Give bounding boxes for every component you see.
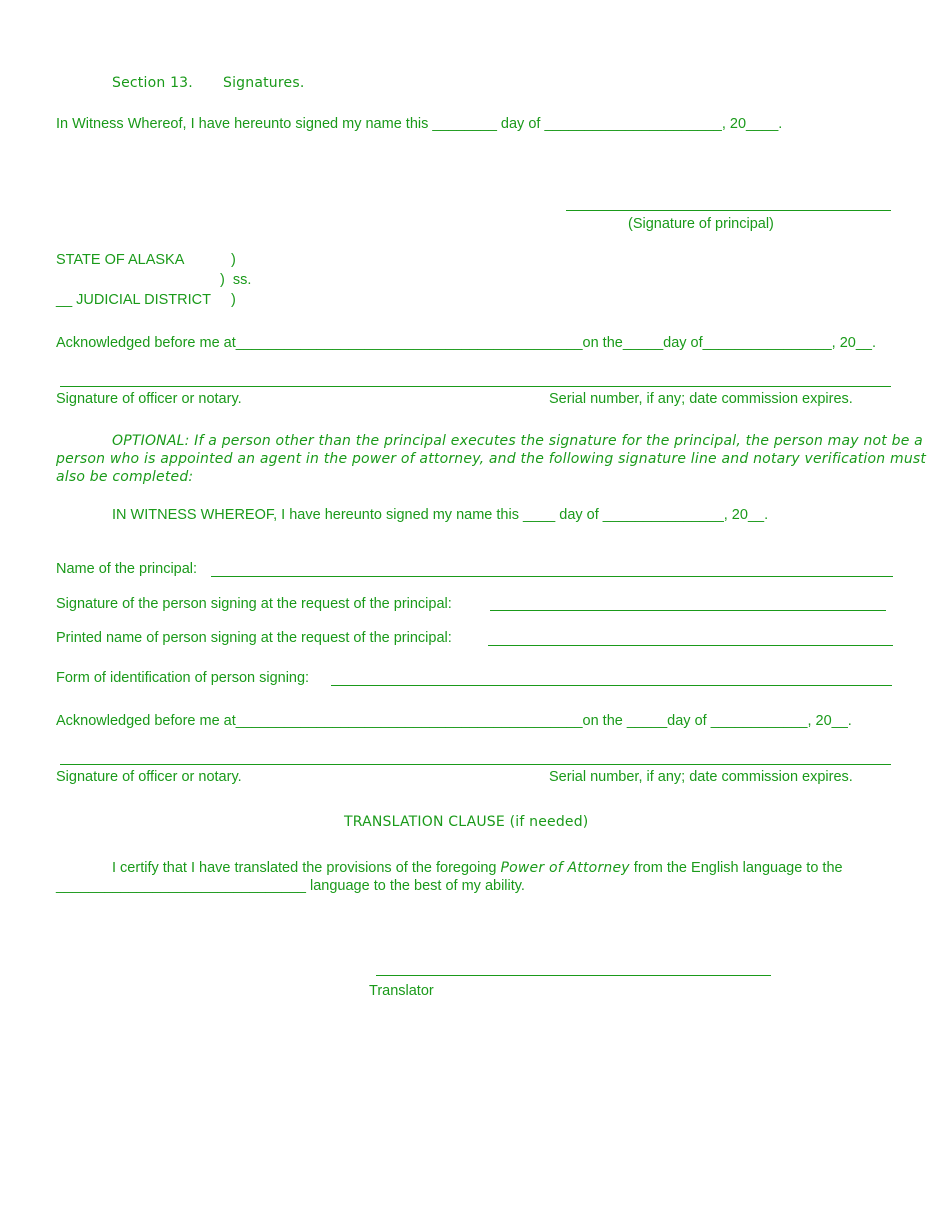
officer-signature-line-1[interactable] bbox=[60, 386, 891, 387]
translation-document-name: Power of Attorney bbox=[500, 860, 630, 876]
serial-number-label-2: Serial number, if any; date commission expires. bbox=[549, 769, 853, 785]
venue-district: __ JUDICIAL DISTRICT bbox=[56, 292, 211, 308]
optional-line-1: OPTIONAL: If a person other than the principal executes the signature for the principal, the person may not be a bbox=[112, 433, 923, 449]
translation-line-1-post: from the English language to the bbox=[629, 860, 843, 876]
translation-line-2: _______________________________ language to the best of my ability. bbox=[56, 878, 525, 894]
signer-printed-name-line[interactable] bbox=[488, 645, 893, 646]
translation-heading: TRANSLATION CLAUSE (if needed) bbox=[344, 814, 589, 830]
translation-line-1-pre: I certify that I have translated the provisions of the foregoing bbox=[112, 860, 501, 876]
signer-signature-line[interactable] bbox=[490, 610, 886, 611]
optional-line-2: person who is appointed an agent in the power of attorney, and the following signature line and notary verification must bbox=[56, 451, 927, 467]
signer-id-line[interactable] bbox=[331, 685, 892, 686]
serial-number-label-1: Serial number, if any; date commission expires. bbox=[549, 391, 853, 407]
venue-bracket-1: ) bbox=[231, 252, 236, 268]
principal-name-line[interactable] bbox=[211, 576, 893, 577]
witness-statement: In Witness Whereof, I have hereunto signed my name this ________ day of ______________________, 20____. bbox=[56, 116, 783, 132]
optional-line-3: also be completed: bbox=[56, 469, 194, 485]
officer-signature-label-2: Signature of officer or notary. bbox=[56, 769, 242, 785]
witness-statement-2: IN WITNESS WHEREOF, I have hereunto signed my name this ____ day of _______________, 20__. bbox=[112, 507, 769, 523]
officer-signature-line-2[interactable] bbox=[60, 764, 891, 765]
translator-caption: Translator bbox=[369, 983, 434, 999]
principal-name-label: Name of the principal: bbox=[56, 561, 198, 577]
venue-bracket-3: ) bbox=[231, 292, 236, 308]
section-title: Signatures. bbox=[223, 75, 305, 91]
translator-signature-line[interactable] bbox=[376, 975, 771, 976]
acknowledgment-1: Acknowledged before me at___________________________________________on the_____day of________________, 20__. bbox=[56, 335, 877, 351]
venue-state: STATE OF ALASKA bbox=[56, 252, 185, 268]
principal-signature-caption: (Signature of principal) bbox=[628, 216, 774, 232]
acknowledgment-2: Acknowledged before me at___________________________________________on the _____day of ____________, 20__. bbox=[56, 713, 852, 729]
signer-signature-label: Signature of the person signing at the request of the principal: bbox=[56, 596, 452, 612]
officer-signature-label-1: Signature of officer or notary. bbox=[56, 391, 242, 407]
signer-id-label: Form of identification of person signing: bbox=[56, 670, 310, 686]
section-number: Section 13. bbox=[112, 75, 193, 91]
translation-line-1 bbox=[112, 859, 843, 877]
venue-ss: ) ss. bbox=[220, 272, 252, 288]
signer-printed-name-label: Printed name of person signing at the request of the principal: bbox=[56, 630, 452, 646]
principal-signature-line[interactable] bbox=[566, 210, 891, 211]
